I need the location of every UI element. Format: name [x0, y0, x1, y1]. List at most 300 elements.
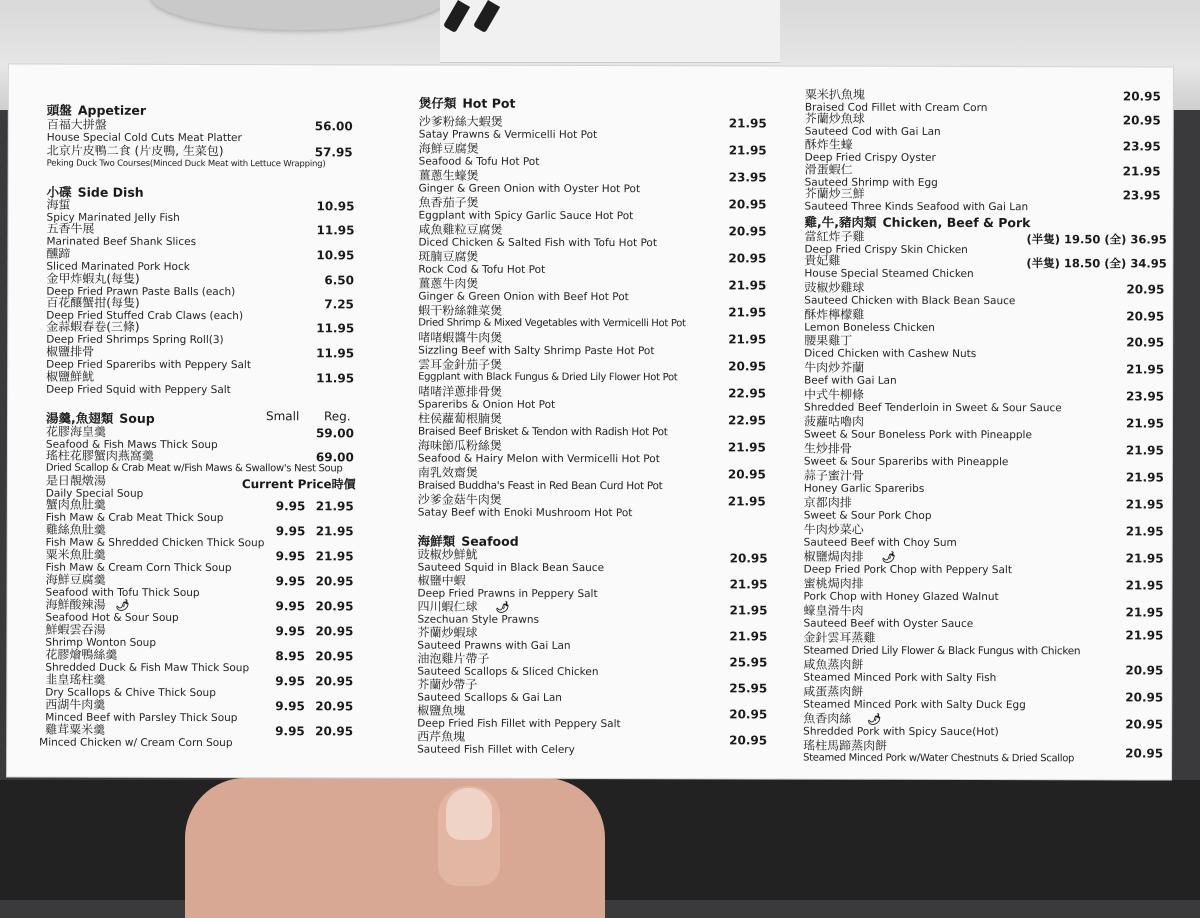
menu-item: [804, 443, 1164, 470]
item-name-zh: 雞茸粟米羹: [45, 722, 106, 737]
item-name-en: Sauteed Scallops & Gai Lan: [417, 691, 562, 704]
item-price: 21.95: [1125, 497, 1164, 512]
menu-item: [804, 524, 1164, 551]
item-name-zh: 北京片皮鴨二食 (片皮鴨, 生菜包): [46, 143, 224, 159]
item-name-zh: 雞絲魚肚羹: [45, 522, 106, 537]
item-name-zh: 咸魚雞粒豆腐煲: [418, 222, 503, 237]
item-name-en: Pork Chop with Honey Glazed Walnut: [803, 590, 999, 604]
menu-item: [804, 362, 1164, 389]
item-name-zh: 蠔皇滑牛肉: [803, 603, 864, 618]
item-price-small: 9.95: [275, 724, 305, 739]
item-name-zh: 薑蔥生蠔煲: [418, 168, 479, 183]
item-name-zh: 海味節瓜粉絲煲: [417, 438, 502, 453]
item-price-small: 9.95: [275, 549, 306, 564]
item-price: 21.95: [729, 603, 768, 618]
item-name-zh: 金蒜蝦春卷(三條): [46, 319, 140, 334]
item-name-en: Fish Maw & Shredded Chicken Thick Soup: [45, 536, 265, 550]
section-title-en: Appetizer: [77, 102, 147, 118]
menu-item: [418, 575, 768, 602]
item-price-small: 9.95: [275, 674, 305, 689]
item-price: 11.95: [316, 346, 355, 361]
item-price: 6.50: [324, 273, 354, 288]
item-price-regular: 20.95: [315, 724, 354, 739]
item-name-zh: 椒鹽魚塊: [417, 703, 466, 718]
item-price: 56.00: [314, 119, 353, 134]
section-title-zh: 小碟: [46, 184, 72, 200]
item-price: 21.95: [1125, 470, 1164, 485]
menu-item: [47, 145, 392, 172]
item-name-en: Dried Scallop & Crab Meat w/Fish Maws & Swallow's Nest Soup: [45, 462, 343, 475]
menu-item: [803, 628, 1164, 659]
item-price: 10.95: [316, 248, 355, 263]
item-name-zh: 啫啫蝦醬牛肉煲: [418, 330, 503, 345]
item-price-regular: 20.95: [315, 574, 354, 589]
item-price: 20.95: [1126, 309, 1165, 324]
item-price-small: 9.95: [275, 524, 306, 539]
section-title-chicken-beef-pork: [805, 213, 1031, 232]
section-title-en: Side Dish: [77, 184, 144, 200]
item-price: 20.95: [1125, 663, 1164, 678]
item-price: 22.95: [727, 413, 766, 428]
item-name-zh: 鮮蝦雲吞湯: [45, 622, 106, 637]
item-name-zh: 牛肉炒芥蘭: [804, 360, 865, 375]
menu-item: [418, 440, 768, 467]
item-name-zh: 咸蛋蒸肉餅: [803, 684, 864, 699]
item-name-zh: 牛肉炒菜心: [803, 522, 864, 537]
item-name-en: Seafood & Tofu Hot Pot: [418, 155, 540, 168]
item-name-zh: 魚香茄子煲: [418, 195, 479, 210]
menu-item: [804, 497, 1164, 524]
item-price: 20.95: [1122, 89, 1161, 104]
item-price: 20.95: [1125, 717, 1164, 732]
menu-item: [804, 389, 1164, 416]
item-name-en: Beef with Gai Lan: [804, 374, 897, 387]
menu-sheet: [7, 64, 1173, 779]
item-name-en: Deep Fried Stuffed Crab Claws (each): [46, 309, 244, 323]
item-name-en: Sauteed Beef with Oyster Sauce: [803, 617, 974, 631]
menu-item: [417, 653, 767, 680]
section-title-en: Hot Pot: [462, 95, 516, 111]
item-name-zh: 芥蘭炒帶子: [417, 677, 478, 692]
item-name-en: Braised Cod Fillet with Cream Corn: [804, 101, 988, 115]
item-name-zh: 豉椒炒鮮魷: [417, 547, 478, 562]
item-name-en: Ginger & Green Onion with Beef Hot Pot: [418, 290, 629, 304]
section-title-zh: 雞,牛,豬肉類: [804, 214, 877, 230]
item-name-en: Spareribs & Onion Hot Pot: [418, 398, 556, 411]
item-price: 20.95: [1125, 746, 1164, 761]
item-price-regular: 59.00: [315, 426, 354, 441]
item-name-en: Deep Fried Pork Chop with Peppery Salt: [803, 563, 1012, 577]
item-name-en: Honey Garlic Spareribs: [803, 482, 925, 495]
item-name-en: Deep Fried Crispy Skin Chicken: [804, 243, 968, 256]
item-name-zh: 酥炸生蠔: [804, 137, 853, 152]
menu-item: [804, 282, 1164, 309]
item-name-en: Steamed Dried Lily Flower & Black Fungus with Chicken: [803, 644, 1081, 658]
item-price: 20.95: [728, 251, 767, 266]
column-header-small: Small: [265, 409, 300, 424]
item-name-zh: 油泡雞片帶子: [417, 651, 490, 666]
item-name-en: Deep Fried Spareribs with Peppery Salt: [46, 358, 251, 372]
menu-item: [418, 251, 768, 278]
item-name-zh: 斑腩豆腐煲: [418, 249, 479, 264]
menu-item: [804, 335, 1164, 362]
item-name-zh: 百花釀蟹拑(每隻): [46, 295, 140, 310]
menu-item: [46, 524, 391, 551]
menu-item: [417, 731, 767, 758]
item-price: 21.95: [728, 332, 767, 347]
item-name-zh: 花膠海皇羹: [45, 424, 107, 439]
item-name-en: Seafood & Fish Maws Thick Soup: [45, 438, 218, 452]
item-price: 21.95: [1125, 443, 1164, 458]
item-name-zh: 雲耳金針茄子煲: [418, 357, 503, 372]
item-price: 21.95: [728, 278, 767, 293]
item-name-zh: 當紅炸子雞: [804, 229, 865, 244]
item-name-en: Ginger & Green Onion with Oyster Hot Pot: [418, 182, 641, 196]
item-name-en: Sauteed Squid in Black Bean Sauce: [417, 561, 605, 575]
menu-item: [803, 686, 1163, 713]
item-price: 20.95: [1126, 282, 1165, 297]
item-name-en: Sauteed Chicken with Black Bean Sauce: [804, 294, 1016, 308]
item-price: 23.95: [1122, 139, 1161, 154]
item-name-en: Satay Prawns & Vermicelli Hot Pot: [418, 128, 598, 142]
menu-item: [418, 359, 768, 386]
item-name-en: House Special Steamed Chicken: [804, 267, 974, 281]
item-name-en: Steamed Minced Pork with Salty Duck Egg: [803, 698, 1026, 712]
section-title-zh: 湯羹,魚翅類: [45, 410, 114, 426]
thumbnail: [446, 788, 492, 840]
item-name-zh: 京都肉排: [803, 495, 852, 510]
menu-item: [805, 139, 1165, 166]
item-name-en: Sauteed Cod with Gai Lan: [804, 125, 941, 138]
item-name-zh: 醺蹄: [46, 246, 71, 261]
item-name-en: Sauteed Shrimp with Egg: [804, 176, 938, 189]
menu-item: [417, 679, 767, 706]
item-name-en: Braised Buddha's Feast in Red Bean Curd Hot Pot: [417, 479, 663, 493]
item-name-en: Daily Special Soup: [45, 487, 144, 500]
item-name-zh: 粟米扒魚塊: [804, 87, 865, 102]
item-name-en: Minced Chicken w/ Cream Corn Soup: [39, 736, 233, 750]
menu-item: [46, 450, 391, 477]
item-name-zh: 腰果雞丁: [804, 333, 853, 348]
item-name-en: Sauteed Fish Fillet with Celery: [417, 743, 575, 756]
section-title-hot-pot: [419, 94, 516, 112]
section-title-zh: 煲仔類: [418, 95, 457, 111]
item-price-small: 9.95: [275, 624, 306, 639]
item-name-zh: 瑤柱花膠蟹肉燕窩羹: [45, 448, 154, 463]
item-price: 11.95: [316, 223, 355, 238]
item-name-zh: 中式牛柳條: [804, 387, 865, 402]
section-title-appetizer: [47, 101, 146, 119]
item-name-zh: 蜜桃焗肉排: [803, 576, 864, 591]
item-name-en: Satay Beef with Enoki Mushroom Hot Pot: [417, 506, 633, 520]
item-price-regular: Current Price時價: [241, 477, 356, 492]
item-price: 21.95: [1126, 362, 1165, 377]
item-price: 11.95: [316, 371, 355, 386]
item-name-en: Steamed Minced Pork with Salty Fish: [803, 671, 997, 685]
menu-item: [418, 467, 768, 494]
item-name-en: Dry Scallops & Chive Thick Soup: [45, 686, 216, 700]
section-title-zh: 海鮮類: [417, 533, 456, 549]
item-name-zh: 金針雲耳蒸雞: [803, 630, 876, 645]
item-price: (半隻) 19.50 (全) 36.95: [1026, 232, 1167, 247]
item-price: 7.25: [324, 297, 354, 312]
item-price: 21.95: [1125, 605, 1164, 620]
item-name-en: Sauteed Beef with Choy Sum: [803, 536, 957, 549]
item-name-en: Deep Fried Crispy Oyster: [804, 151, 936, 164]
section-title-en: Seafood: [461, 533, 519, 549]
menu-item: [46, 371, 391, 398]
item-name-en: Seafood Hot & Sour Soup: [45, 611, 179, 624]
item-price: 20.95: [729, 551, 768, 566]
item-name-zh: 蒜子蜜汁骨: [803, 468, 864, 483]
menu-item: [418, 549, 768, 576]
item-name-en: Deep Fried Fish Fillet with Peppery Salt: [417, 717, 621, 731]
item-price: 21.95: [1125, 578, 1164, 593]
item-name-en: Seafood & Hairy Melon with Vermicelli Hot Pot: [417, 452, 660, 466]
item-name-zh: 西湖牛肉羹: [45, 697, 106, 712]
item-name-en: Lemon Boneless Chicken: [804, 321, 935, 334]
item-name-en: Shredded Beef Tenderloin in Sweet & Sour Sauce: [804, 401, 1062, 415]
item-price-regular: 20.95: [315, 674, 354, 689]
menu-item: [46, 346, 391, 373]
item-price: 20.95: [728, 359, 767, 374]
item-name-zh: 豉椒炒雞球: [804, 280, 865, 295]
item-price: 21.95: [1122, 164, 1161, 179]
item-name-zh: 瑤柱馬蹄蒸肉餅: [803, 738, 888, 753]
menu-item: [419, 170, 769, 197]
item-name-zh: 花膠燴鴨絲羹: [45, 647, 118, 662]
item-name-en: Sauteed Scallops & Sliced Chicken: [417, 665, 599, 679]
item-price: 20.95: [1126, 335, 1165, 350]
item-name-en: Braised Beef Brisket & Tendon with Radish Hot Pot: [417, 425, 668, 439]
item-name-en: Seafood with Tofu Thick Soup: [45, 586, 200, 599]
item-price: 21.95: [727, 494, 766, 509]
item-name-en: Rock Cod & Tofu Hot Pot: [418, 263, 546, 276]
menu-item: [804, 253, 1167, 282]
menu-item: [45, 699, 390, 726]
section-title-en: Soup: [119, 410, 155, 426]
item-name-en: Minced Beef with Parsley Thick Soup: [45, 711, 238, 725]
menu-item: [418, 413, 768, 440]
item-name-zh: 海鮮酸辣湯: [45, 597, 106, 612]
item-name-en: Diced Chicken with Cashew Nuts: [804, 347, 977, 361]
item-name-zh: 西芹魚塊: [417, 729, 466, 744]
section-title-zh: 頭盤: [46, 102, 72, 118]
item-price: 25.95: [729, 681, 768, 696]
item-name-en: Sauteed Prawns with Gai Lan: [417, 639, 571, 652]
item-price: 57.95: [314, 145, 353, 160]
item-name-en: Shrimp Wonton Soup: [45, 636, 157, 649]
menu-item: [46, 574, 391, 601]
item-price: (半隻) 18.50 (全) 34.95: [1026, 256, 1167, 271]
menu-item: [803, 740, 1163, 767]
item-name-zh: 酥炸檸檬雞: [804, 307, 865, 322]
menu-item: [418, 494, 768, 521]
menu-item: [417, 705, 767, 732]
item-price: 20.95: [1125, 690, 1164, 705]
item-price: 21.95: [1125, 628, 1164, 643]
menu-item: [418, 386, 768, 413]
item-price-regular: 20.95: [315, 649, 354, 664]
item-name-zh: 韭皇瑤柱羹: [45, 672, 106, 687]
menu-item: [804, 309, 1164, 336]
item-name-zh: 海鮮豆腐煲: [418, 141, 479, 156]
menu-item: [803, 605, 1163, 632]
menu-item: [46, 248, 391, 275]
item-name-en: Szechuan Style Prawns: [417, 613, 539, 626]
menu-item: [804, 416, 1164, 443]
item-name-en: Dried Shrimp & Mixed Vegetables with Vermicelli Hot Pot: [418, 317, 686, 330]
menu-item: [39, 722, 390, 751]
item-name-en: Sweet & Sour Pork Chop: [803, 509, 932, 522]
item-name-zh: 薑蔥牛肉煲: [418, 276, 479, 291]
item-name-en: Fish Maw & Cream Corn Thick Soup: [45, 561, 232, 575]
menu-item: [805, 113, 1165, 140]
item-price-regular: 20.95: [315, 624, 354, 639]
item-name-zh: 生炒排骨: [803, 441, 852, 456]
item-price: 21.95: [1125, 416, 1164, 431]
menu-item: [418, 224, 768, 251]
menu-column-1: [39, 65, 392, 750]
menu-item: [47, 199, 392, 226]
item-name-zh: 啫啫洋蔥排骨煲: [418, 384, 503, 399]
item-price-small: 9.95: [275, 599, 306, 614]
menu-item: [46, 499, 391, 526]
item-name-en: Shredded Duck & Fish Maw Thick Soup: [45, 661, 250, 675]
item-name-zh: 南乳效齋煲: [417, 465, 478, 480]
item-price: 21.95: [728, 116, 767, 131]
item-price-regular: 21.95: [315, 524, 354, 539]
item-name-zh: 芥蘭炒三鮮: [804, 186, 865, 201]
item-price-regular: 21.95: [315, 549, 354, 564]
item-name-zh: 五香牛展: [46, 221, 95, 236]
item-name-en: Shredded Pork with Spicy Sauce(Hot): [803, 725, 999, 739]
item-price: 20.95: [729, 733, 768, 748]
item-name-zh: 菠蘿咕嚕肉: [803, 414, 865, 429]
item-price: 21.95: [729, 577, 768, 592]
item-name-zh: 魚香肉絲: [803, 711, 852, 726]
item-name-en: Sweet & Sour Boneless Pork with Pineapple: [803, 428, 1032, 442]
item-name-zh: 咸魚蒸肉餅: [803, 657, 864, 672]
item-name-en: Fish Maw & Crab Meat Thick Soup: [45, 511, 224, 525]
menu-item: [45, 674, 390, 701]
item-name-zh: 海蜇: [46, 197, 71, 212]
item-price-small: 8.95: [275, 649, 306, 664]
item-price: 23.95: [728, 170, 767, 185]
item-name-zh: 沙爹粉絲大蝦煲: [418, 114, 503, 129]
item-name-en: Eggplant with Black Fungus & Dried Lily Flower Hot Pot: [418, 371, 678, 384]
chili-pepper-icon: 🌶: [881, 550, 896, 564]
item-name-zh: 柱侯蘿蔔根腩煲: [417, 411, 503, 426]
chili-pepper-icon: 🌶: [115, 598, 130, 612]
menu-item: [804, 229, 1167, 258]
menu-item: [46, 549, 391, 576]
section-title-en: Chicken, Beef & Pork: [882, 214, 1031, 231]
item-name-zh: 芥蘭炒蝦球: [417, 625, 478, 640]
item-name-zh: 四川蝦仁球: [417, 599, 478, 614]
item-name-zh: 是日靚燉湯: [45, 473, 106, 488]
chili-pepper-icon: 🌶: [867, 712, 882, 726]
item-name-en: Spicy Marinated Jelly Fish: [46, 211, 180, 224]
item-name-en: Steamed Minced Pork w/Water Chestnuts & Dried Scallop: [803, 752, 1075, 765]
menu-item: [45, 599, 390, 626]
menu-item: [418, 305, 768, 332]
item-name-en: Diced Chicken & Salted Fish with Tofu Hot Pot: [418, 236, 657, 250]
menu-item: [418, 332, 768, 359]
item-price: 21.95: [728, 143, 767, 158]
menu-item: [419, 143, 769, 170]
item-price: 22.95: [728, 386, 767, 401]
chili-pepper-icon: 🌶: [495, 600, 510, 614]
item-name-zh: 芥蘭炒魚球: [804, 111, 865, 126]
item-name-zh: 椒鹽中蝦: [417, 573, 466, 588]
item-name-en: Deep Fried Prawns in Peppery Salt: [417, 587, 598, 601]
menu-item: [417, 627, 767, 654]
menu-item: [803, 659, 1163, 686]
menu-item: [45, 649, 390, 676]
menu-item: [419, 116, 769, 143]
menu-item: [804, 470, 1164, 497]
item-name-en: Marinated Beef Shank Slices: [46, 235, 197, 248]
item-price: 20.95: [728, 224, 767, 239]
item-name-zh: 百福大拼盤: [46, 117, 107, 132]
item-name-zh: 金甲炸蝦丸(每隻): [46, 271, 140, 286]
item-price-regular: 20.95: [315, 699, 354, 714]
item-price: 20.95: [1122, 113, 1161, 128]
menu-item: [418, 278, 768, 305]
menu-column-2: [417, 66, 769, 756]
item-price: 21.95: [728, 305, 767, 320]
item-price: 23.95: [1122, 188, 1161, 203]
menu-item: [803, 713, 1163, 740]
item-price: 25.95: [729, 655, 768, 670]
item-price-small: 9.95: [275, 699, 305, 714]
item-price: 20.95: [727, 467, 766, 482]
item-price-small: 9.95: [275, 574, 306, 589]
item-name-zh: 椒鹽鮮魷: [46, 369, 95, 384]
hand: [185, 778, 605, 918]
menu-item: [804, 551, 1164, 578]
item-price-small: 9.95: [275, 499, 306, 514]
item-name-en: Sweet & Sour Spareribs with Pineapple: [803, 455, 1009, 469]
item-name-en: Deep Fried Squid with Peppery Salt: [46, 383, 231, 397]
item-name-zh: 沙爹金菇牛肉煲: [417, 492, 502, 507]
item-price: 21.95: [1125, 524, 1164, 539]
item-name-zh: 椒鹽排骨: [46, 344, 95, 359]
item-name-zh: 蟹肉魚肚羹: [45, 497, 106, 512]
menu-item: [47, 119, 392, 146]
item-name-en: Sliced Marinated Pork Hock: [46, 260, 190, 273]
item-price: 21.95: [729, 629, 768, 644]
item-name-zh: 滑蛋蝦仁: [804, 162, 853, 177]
item-price: 21.95: [1125, 551, 1164, 566]
item-price-regular: 20.95: [315, 599, 354, 614]
item-name-zh: 海鮮豆腐羹: [45, 572, 106, 587]
item-price: 10.95: [316, 199, 355, 214]
item-price: 21.95: [727, 440, 766, 455]
menu-item: [46, 321, 391, 348]
item-name-en: House Special Cold Cuts Meat Platter: [46, 131, 242, 145]
item-name-en: Deep Fried Prawn Paste Balls (each): [46, 285, 236, 299]
item-name-zh: 粟米魚肚羹: [45, 547, 106, 562]
item-name-en: Sizzling Beef with Salty Shrimp Paste Hot Pot: [418, 344, 655, 358]
item-name-en: Deep Fried Shrimps Spring Roll(3): [46, 333, 224, 347]
column-header-regular: Reg.: [323, 409, 351, 424]
item-name-en: Eggplant with Spicy Garlic Sauce Hot Pot: [418, 209, 634, 223]
item-price-regular: 21.95: [315, 499, 354, 514]
item-price: 23.95: [1126, 389, 1165, 404]
item-name-zh: 椒鹽焗肉排: [803, 549, 864, 564]
